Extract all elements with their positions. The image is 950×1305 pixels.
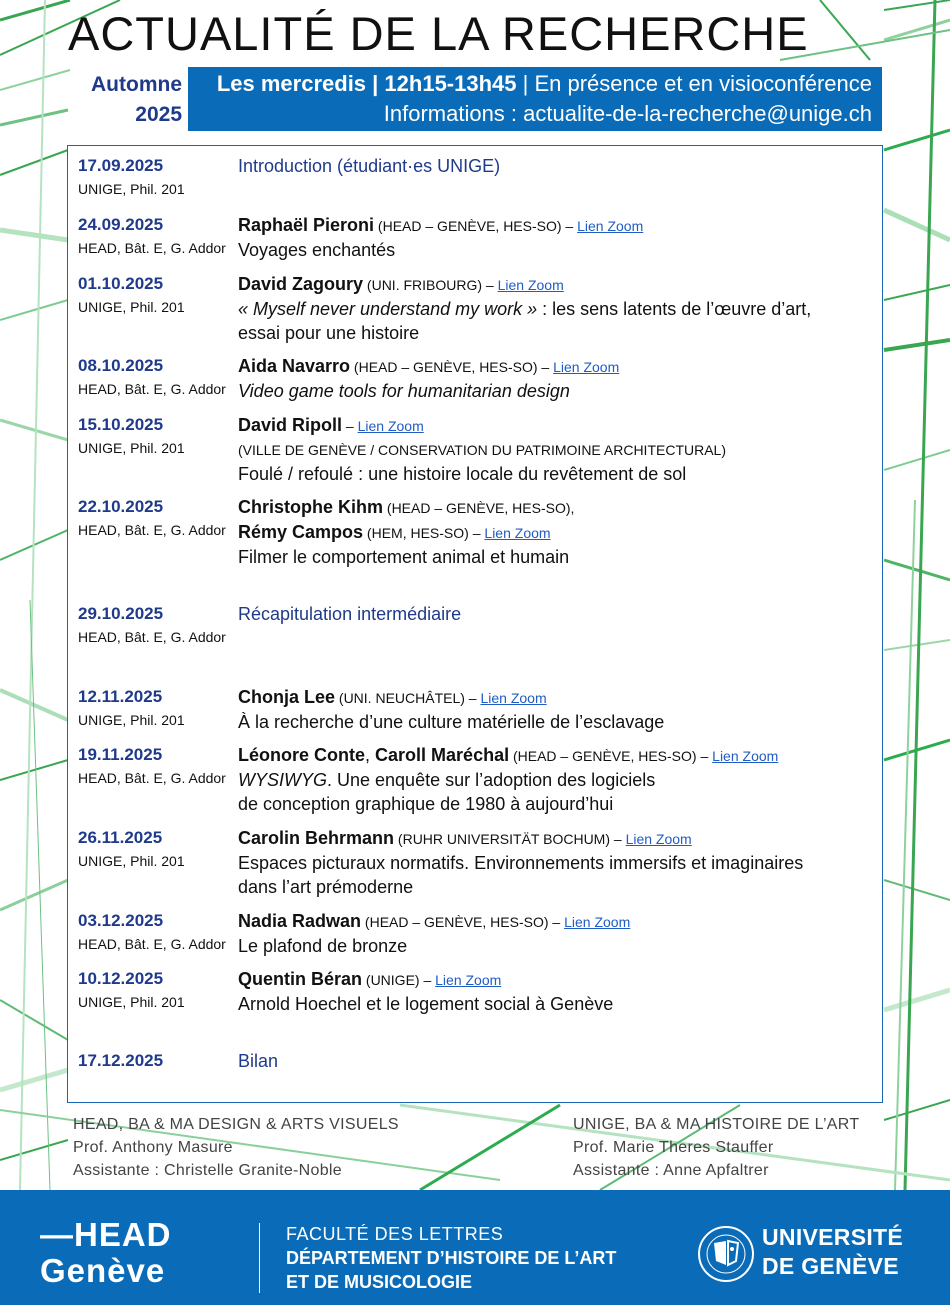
talk-title-line-2: de conception graphique de 1980 à aujourd’hui (238, 794, 614, 814)
event-location: HEAD, Bât. E, G. Addor (78, 770, 226, 786)
speaker-name: Nadia Radwan (238, 911, 362, 931)
unige-seal-icon[interactable] (697, 1225, 755, 1283)
credits-unige-assistant: Assistante : Anne Apfaltrer (573, 1162, 769, 1179)
talk-title: Video game tools for humanitarian design (238, 381, 570, 401)
event-details (238, 154, 878, 178)
event-location: HEAD, Bât. E, G. Addor (78, 629, 226, 645)
event-title: Introduction (étudiant·es UNIGE) (238, 156, 501, 176)
unige-wordmark-line-1: UNIVERSITÉ (762, 1224, 904, 1250)
talk-title: Espaces picturaux normatifs. Environnements immersifs et imaginaires (238, 853, 804, 873)
credits-unige-professor: Prof. Marie Theres Stauffer (573, 1139, 774, 1156)
info-line-1 (188, 69, 872, 99)
unige-wordmark-line-2: DE GENÈVE (762, 1253, 899, 1279)
event-title: Récapitulation intermédiaire (238, 604, 462, 624)
info-email[interactable]: Informations : actualite-de-la-recherche@unige.ch (383, 101, 872, 126)
event-date: 01.10.2025 (78, 274, 164, 293)
speaker-separator: – (342, 418, 358, 434)
talk-title: Le plafond de bronze (238, 936, 408, 956)
zoom-link[interactable]: Lien Zoom (625, 831, 692, 847)
faculty-block (286, 1222, 616, 1294)
credits-unige (573, 1113, 859, 1182)
event-details (238, 685, 878, 734)
speaker-institution: (HEAD – GENÈVE, HES-SO) – (374, 218, 578, 234)
event-date: 24.09.2025 (78, 215, 164, 234)
event-title: Bilan (238, 1051, 279, 1071)
credits-head (73, 1113, 399, 1182)
event-details (238, 495, 878, 569)
event-location: UNIGE, Phil. 201 (78, 440, 185, 456)
speaker-institution: (HEAD – GENÈVE, HES-SO), (383, 500, 575, 516)
talk-title: À la recherche d’une culture matérielle de l’esclavage (238, 712, 665, 732)
event-date: 26.11.2025 (78, 828, 163, 847)
event-location: UNIGE, Phil. 201 (78, 994, 185, 1010)
speaker-institution: (VILLE DE GENÈVE / CONSERVATION DU PATRIMOINE ARCHITECTURAL) (238, 442, 727, 458)
event-details (238, 909, 878, 958)
event-location: UNIGE, Phil. 201 (78, 712, 185, 728)
event-location: HEAD, Bât. E, G. Addor (78, 936, 226, 952)
zoom-link[interactable]: Lien Zoom (553, 359, 620, 375)
event-location: HEAD, Bât. E, G. Addor (78, 522, 226, 538)
event-date: 19.11.2025 (78, 745, 163, 764)
speaker-institution-2: (HEM, HES-SO) – (363, 525, 485, 541)
page-title: ACTUALITÉ DE LA RECHERCHE (68, 7, 809, 60)
zoom-link[interactable]: Lien Zoom (497, 277, 564, 293)
event-details (238, 743, 878, 816)
event-location: UNIGE, Phil. 201 (78, 853, 185, 869)
event-location: HEAD, Bât. E, G. Addor (78, 240, 226, 256)
speaker-institution: (HEAD – GENÈVE, HES-SO) – (350, 359, 554, 375)
season-label (60, 70, 182, 130)
talk-title-italic: WYSIWYG (238, 770, 327, 790)
season-year: 2025 (135, 103, 182, 126)
speaker-name: Raphaël Pieroni (238, 215, 375, 235)
talk-title-rest: . Une enquête sur l’adoption des logiciels (327, 770, 656, 790)
unige-wordmark[interactable] (762, 1223, 903, 1281)
event-details (238, 213, 878, 262)
speaker-name: Christophe Kihm (238, 497, 384, 517)
speaker-name: Carolin Behrmann (238, 828, 395, 848)
speaker-name: David Zagoury (238, 274, 364, 294)
footer-bar (0, 1190, 950, 1305)
talk-title: Filmer le comportement animal et humain (238, 547, 570, 567)
event-details (238, 602, 878, 626)
event-details (238, 354, 878, 403)
zoom-link[interactable]: Lien Zoom (577, 218, 644, 234)
event-details (238, 826, 878, 899)
head-logo-line-1 (40, 1217, 172, 1253)
head-logo-line-2: Genève (40, 1252, 166, 1289)
event-date: 03.12.2025 (78, 911, 164, 930)
event-date: 10.12.2025 (78, 969, 164, 988)
event-details (238, 1049, 878, 1073)
footer-divider (259, 1223, 260, 1293)
event-date: 08.10.2025 (78, 356, 164, 375)
zoom-link[interactable]: Lien Zoom (480, 690, 547, 706)
talk-title-line-2: essai pour une histoire (238, 323, 420, 343)
speaker-name-2: Caroll Maréchal (375, 745, 510, 765)
event-location: HEAD, Bât. E, G. Addor (78, 381, 226, 397)
season-name: Automne (91, 73, 182, 96)
speaker-name: Aida Navarro (238, 356, 351, 376)
faculty-name: FACULTÉ DES LETTRES (286, 1224, 504, 1244)
department-line-1: DÉPARTEMENT D’HISTOIRE DE L’ART (286, 1248, 617, 1268)
speaker-institution: (UNI. NEUCHÂTEL) – (335, 690, 481, 706)
talk-title (238, 768, 878, 792)
head-geneve-logo[interactable] (40, 1217, 172, 1289)
event-details (238, 967, 878, 1016)
credits-head-program: HEAD, BA & MA DESIGN & ARTS VISUELS (73, 1116, 399, 1133)
speaker-institution: (RUHR UNIVERSITÄT BOCHUM) – (394, 831, 626, 847)
speaker-name: David Ripoll (238, 415, 343, 435)
zoom-link[interactable]: Lien Zoom (357, 418, 424, 434)
talk-title-italic: « Myself never understand my work » (238, 299, 538, 319)
talk-title-line-2: dans l’art prémoderne (238, 877, 414, 897)
event-date: 22.10.2025 (78, 497, 164, 516)
event-details (238, 272, 878, 345)
speaker-institution: (HEAD – GENÈVE, HES-SO) – (509, 748, 713, 764)
event-date: 29.10.2025 (78, 604, 164, 623)
talk-title (238, 297, 878, 321)
head-logo-dash: — (40, 1216, 74, 1253)
speaker-name-2: Rémy Campos (238, 522, 364, 542)
event-date: 17.09.2025 (78, 156, 164, 175)
speaker-institution: (UNI. FRIBOURG) – (363, 277, 498, 293)
attendance-mode: | En présence et en visioconférence (516, 71, 872, 96)
talk-title-rest: : les sens latents de l’œuvre d’art, (537, 299, 812, 319)
zoom-link[interactable]: Lien Zoom (435, 972, 502, 988)
event-date: 12.11.2025 (78, 687, 163, 706)
speaker-institution: (HEAD – GENÈVE, HES-SO) – (361, 914, 565, 930)
zoom-link[interactable]: Lien Zoom (564, 914, 631, 930)
info-banner (188, 67, 882, 131)
talk-title: Voyages enchantés (238, 240, 396, 260)
schedule-days-time: Les mercredis | 12h15-13h45 (216, 71, 517, 96)
speaker-name: Chonja Lee (238, 687, 336, 707)
talk-title: Foulé / refoulé : une histoire locale du revêtement de sol (238, 464, 687, 484)
schedule-list (67, 145, 883, 1103)
event-location: UNIGE, Phil. 201 (78, 299, 185, 315)
credits-head-professor: Prof. Anthony Masure (73, 1139, 233, 1156)
event-date: 15.10.2025 (78, 415, 164, 434)
event-location: UNIGE, Phil. 201 (78, 181, 185, 197)
speaker-name: Léonore Conte (238, 745, 366, 765)
credits-unige-program: UNIGE, BA & MA HISTOIRE DE L’ART (573, 1116, 860, 1133)
speaker-name: Quentin Béran (238, 969, 363, 989)
zoom-link[interactable]: Lien Zoom (484, 525, 551, 541)
talk-title: Arnold Hoechel et le logement social à Genève (238, 994, 614, 1014)
head-logo-word: HEAD (74, 1216, 172, 1253)
event-details (238, 413, 878, 486)
speaker-institution: (UNIGE) – (362, 972, 436, 988)
zoom-link[interactable]: Lien Zoom (712, 748, 779, 764)
event-date: 17.12.2025 (78, 1051, 164, 1070)
department-line-2: ET DE MUSICOLOGIE (286, 1272, 473, 1292)
speaker-separator: , (365, 745, 376, 765)
credits-head-assistant: Assistante : Christelle Granite-Noble (73, 1162, 342, 1179)
